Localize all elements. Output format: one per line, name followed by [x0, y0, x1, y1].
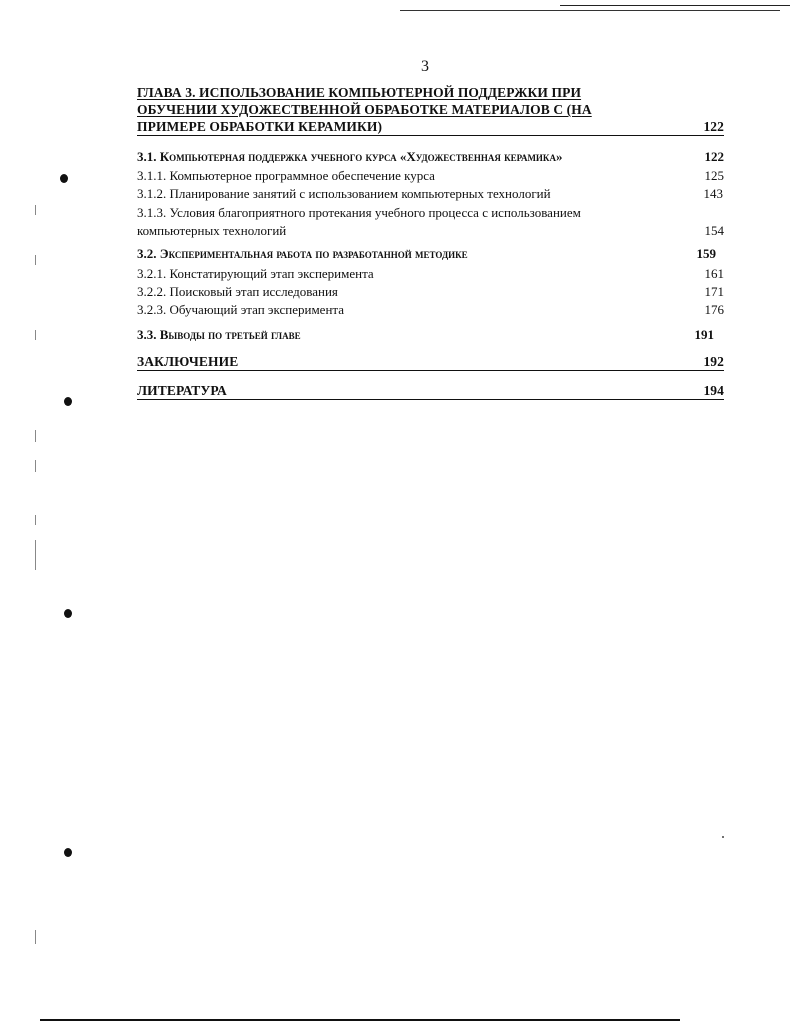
item-title: 3.2.2. Поисковый этап исследования: [137, 284, 338, 299]
toc-section-3-3[interactable]: [137, 327, 724, 343]
margin-mark: [35, 330, 36, 340]
margin-mark: [35, 460, 36, 472]
item-title: 3.1.2. Планирование занятий с использованием компьютерных технологий: [137, 186, 551, 201]
margin-mark: [35, 255, 36, 265]
section-page: 159: [696, 246, 716, 261]
margin-mark: [35, 205, 36, 215]
item-title: 3.2.3. Обучающий этап эксперимента: [137, 302, 345, 317]
item-page: 176: [704, 302, 724, 317]
toc-section-3-1[interactable]: [137, 149, 724, 165]
section-title: 3.2. Экспериментальная работа по разработанной методике: [137, 246, 468, 261]
binder-hole-dot: [64, 848, 72, 857]
chapter-title-text: ПРИМЕРЕ ОБРАБОТКИ КЕРАМИКИ): [137, 119, 383, 134]
chapter-title-line[interactable]: [137, 118, 724, 136]
section-title: 3.1. Компьютерная поддержка учебного курса «Художественная керамика»: [137, 149, 563, 164]
chapter-title-line[interactable]: ГЛАВА 3. ИСПОЛЬЗОВАНИЕ КОМПЬЮТЕРНОЙ ПОДДЕРЖКИ ПРИ: [137, 85, 582, 100]
margin-mark: [35, 515, 36, 525]
toc-conclusion[interactable]: [137, 353, 724, 371]
binder-hole-dot: [60, 174, 68, 183]
toc-item-3-2-1[interactable]: [137, 265, 724, 283]
literature-title: ЛИТЕРАТУРА: [137, 383, 227, 398]
item-page: 143: [703, 186, 723, 201]
chapter-title-line[interactable]: ОБУЧЕНИИ ХУДОЖЕСТВЕННОЙ ОБРАБОТКЕ МАТЕРИАЛОВ С (НА: [137, 102, 592, 117]
conclusion-title: ЗАКЛЮЧЕНИЕ: [137, 354, 239, 369]
section-page: 191: [694, 327, 714, 342]
scan-speck: [722, 836, 724, 838]
item-page: 125: [704, 168, 724, 183]
literature-page: 194: [703, 383, 724, 398]
toc-section-3-2[interactable]: [137, 246, 724, 262]
item-page: 154: [704, 223, 724, 238]
margin-mark: [35, 930, 36, 944]
item-title-line1: 3.1.3. Условия благоприятного протекания учебного процесса с использованием: [137, 205, 581, 220]
conclusion-page: 192: [703, 354, 724, 369]
toc-item-3-2-2[interactable]: [137, 283, 724, 301]
toc-item-3-1-1[interactable]: [137, 167, 724, 185]
binder-hole-dot: [64, 609, 72, 618]
item-title-line2: компьютерных технологий: [137, 223, 287, 238]
scan-edge-line: [400, 10, 780, 11]
item-page: 171: [704, 284, 724, 299]
item-title: 3.2.1. Констатирующий этап эксперимента: [137, 266, 374, 281]
item-title: 3.1.1. Компьютерное программное обеспечение курса: [137, 168, 435, 183]
binder-hole-dot: [64, 397, 72, 406]
toc-literature[interactable]: [137, 382, 724, 400]
toc-item-3-2-3[interactable]: [137, 301, 724, 319]
page-number: 3: [421, 58, 429, 75]
margin-mark: [35, 540, 36, 570]
scan-edge-line: [40, 1019, 680, 1021]
item-page: 161: [704, 266, 724, 281]
toc-item-3-1-2[interactable]: [137, 185, 724, 203]
margin-mark: [35, 430, 36, 442]
scan-edge-line: [560, 5, 790, 6]
section-page: 122: [704, 149, 724, 164]
toc-item-3-1-3[interactable]: [137, 204, 724, 240]
section-title: 3.3. Выводы по третьей главе: [137, 327, 301, 342]
chapter-page: 122: [703, 119, 724, 134]
